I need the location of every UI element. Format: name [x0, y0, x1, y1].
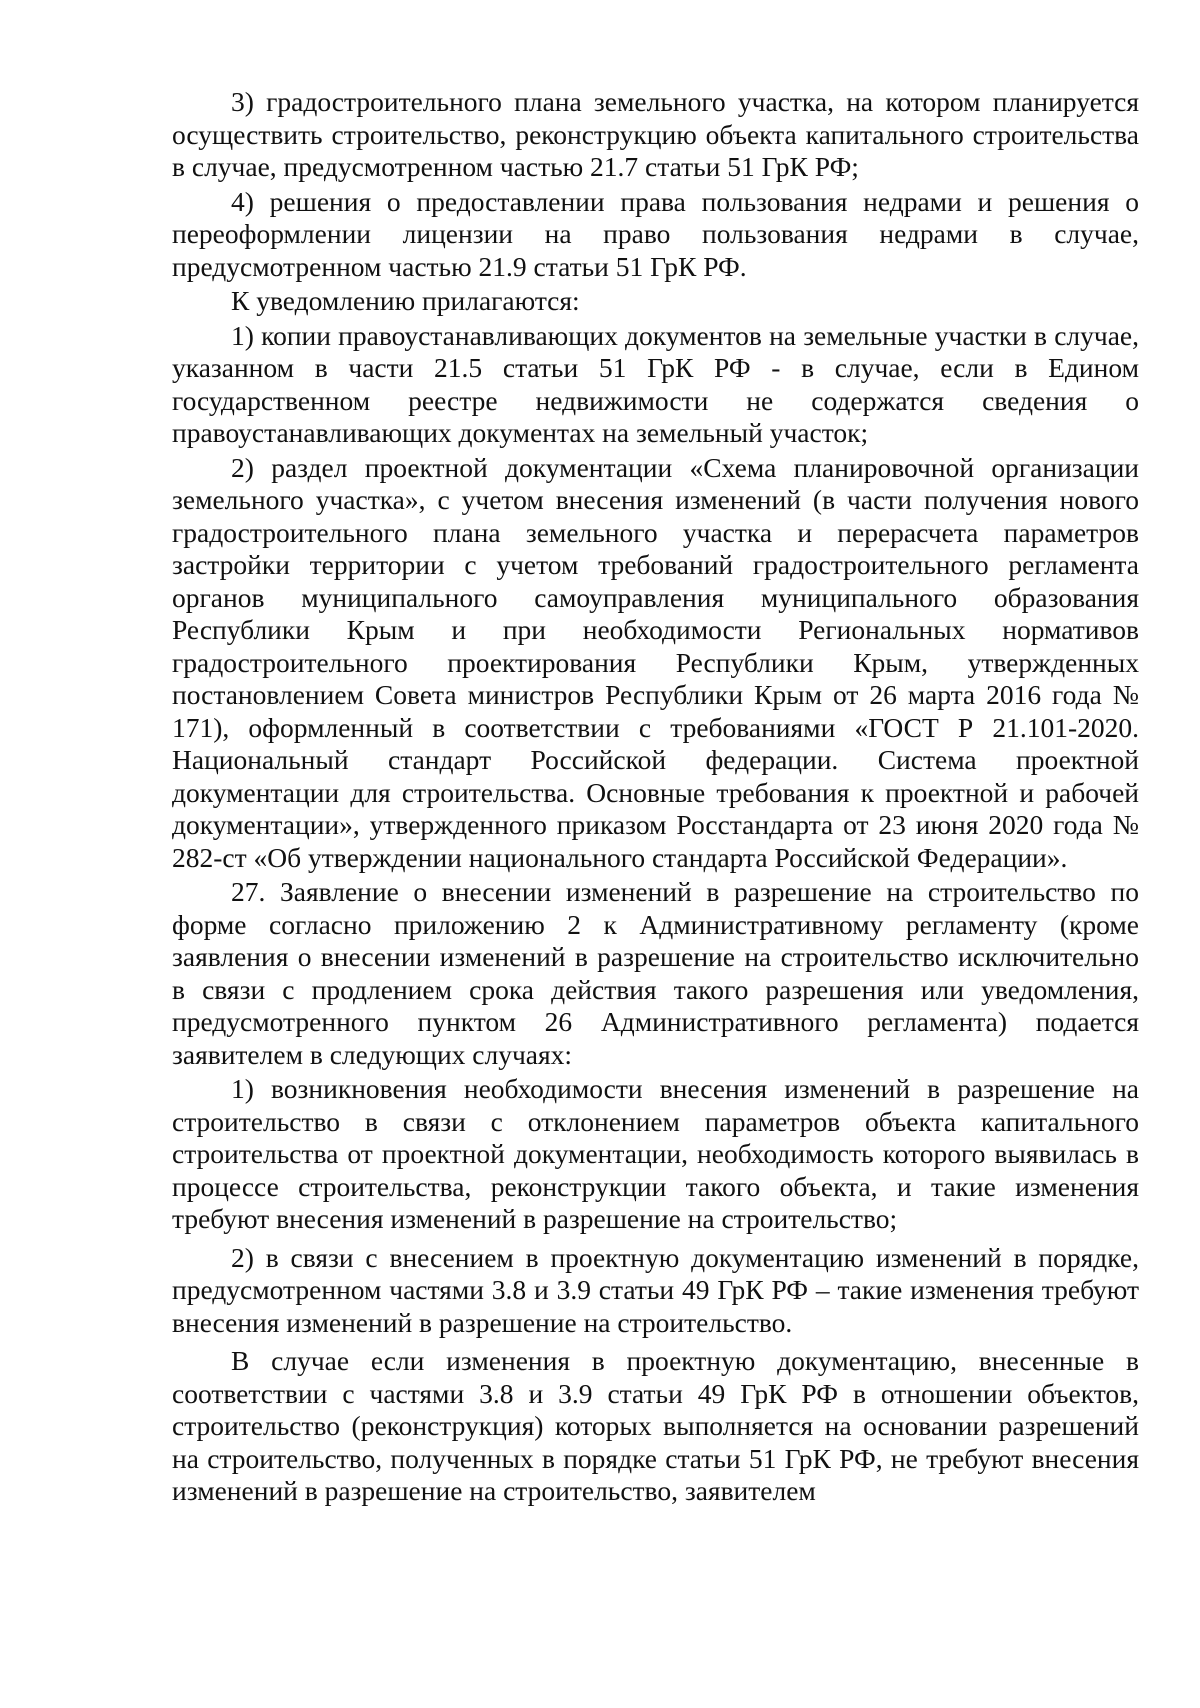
- paragraph-case-1: 1) возникновения необходимости внесения изменений в разрешение на строительство в связи с отклонением параметров объекта капитального строительства от проектной документации, необходимость которого выявилась в процессе строительства, реконструкции такого объекта, и такие изменения требуют внесения изменений в разрешение на строительство;: [172, 1073, 1139, 1234]
- document-body: [172, 86, 1139, 1510]
- paragraph-case-2: 2) в связи с внесением в проектную документацию изменений в порядке, предусмотренном частями 3.8 и 3.9 статьи 49 ГрК РФ – такие изменения требуют внесения изменений в разрешение на строительство.: [172, 1241, 1139, 1338]
- paragraph-attachment-2: 2) раздел проектной документации «Схема планировочной организации земельного участка», с учетом внесения изменений (в части получения нового градостроительного плана земельного участка и перерасчета параметров застройки территории с учетом требований градостроительного регламента органов муниципального самоуправления муниципального образования Республики Крым и при необходимости Региональных нормативов градостроительного проектирования Республики Крым, утвержденных постановлением Совета министров Республики Крым от 26 марта 2016 года № 171), оформленный в соответствии с требованиями «ГОСТ Р 21.101-2020. Национальный стандарт Российской федерации. Система проектной документации для строительства. Основные требования к проектной и рабочей документации», утвержденного приказом Росстандарта от 23 июня 2020 года № 282-ст «Об утверждении национального стандарта Российской Федерации».: [172, 451, 1139, 873]
- paragraph-item-3-gradplan: 3) градостроительного плана земельного участка, на котором планируется осуществить строительство, реконструкцию объекта капитального строительства в случае, предусмотренном частью 21.7 статьи 51 ГрК РФ;: [172, 86, 1139, 182]
- paragraph-closing: В случае если изменения в проектную документацию, внесенные в соответствии с частями 3.8 и 3.9 статьи 49 ГрК РФ в отношении объектов, строительство (реконструкция) которых выполняется на основании разрешений на строительство, полученных в порядке статьи 51 ГрК РФ, не требуют внесения изменений в разрешение на строительство, заявителем: [172, 1345, 1139, 1506]
- paragraph-attachment-1: 1) копии правоустанавливающих документов на земельные участки в случае, указанном в части 21.5 статьи 51 ГрК РФ - в случае, если в Едином государственном реестре недвижимости не содержатся сведения о правоустанавливающих документах на земельный участок;: [172, 319, 1139, 448]
- paragraph-clause-27: 27. Заявление о внесении изменений в разрешение на строительство по форме согласно приложению 2 к Административному регламенту (кроме заявления о внесении изменений в разрешение на строительство исключительно в связи с продлением срока действия такого разрешения или уведомления, предусмотренного пунктом 26 Административного регламента) подается заявителем в следующих случаях:: [172, 876, 1139, 1070]
- paragraph-item-4-nedra: 4) решения о предоставлении права пользования недрами и решения о переоформлении лицензии на право пользования недрами в случае, предусмотренном частью 21.9 статьи 51 ГрК РФ.: [172, 185, 1139, 282]
- paragraph-attachments-heading: К уведомлению прилагаются:: [231, 285, 580, 316]
